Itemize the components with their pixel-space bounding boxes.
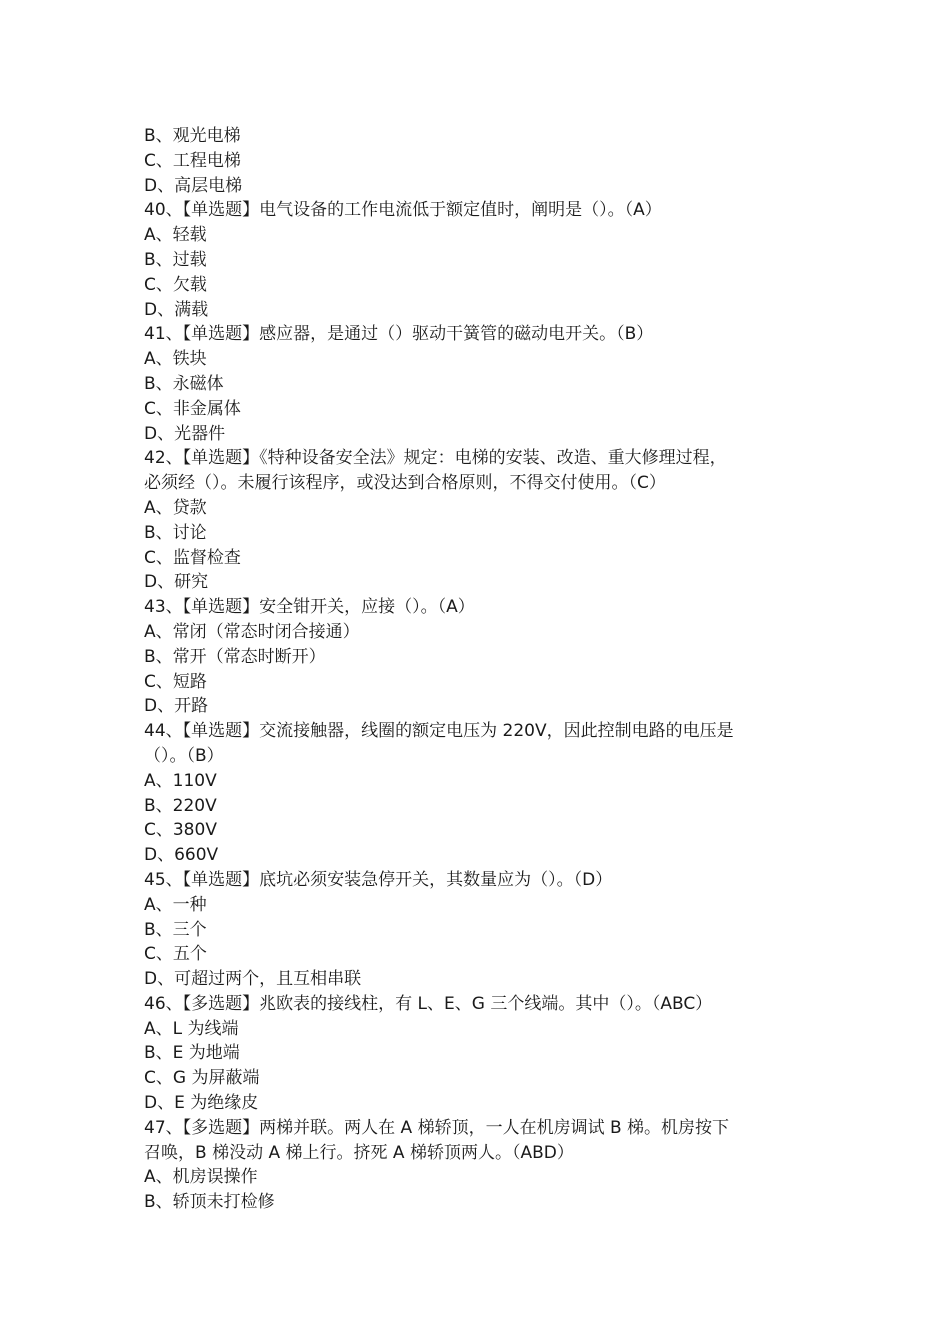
question-line: 47、【多选题】两梯并联。两人在 A 梯轿顶，一人在机房调试 B 梯。机房按下 bbox=[144, 1117, 730, 1138]
text-line: B、三个 bbox=[144, 919, 207, 940]
text-line: B、220V bbox=[144, 795, 217, 816]
text-line: D、研究 bbox=[144, 572, 209, 593]
text-line: D、高层电梯 bbox=[144, 175, 243, 196]
text-line: D、光器件 bbox=[144, 423, 226, 444]
question-line: 41、【单选题】感应器，是通过（）驱动干簧管的磁动电开关。（B） bbox=[144, 324, 654, 345]
question-line-continued: （）。（B） bbox=[144, 745, 224, 766]
text-line: B、永磁体 bbox=[144, 373, 224, 394]
text-line: D、E 为绝缘皮 bbox=[144, 1093, 259, 1114]
text-line: B、观光电梯 bbox=[144, 126, 241, 146]
text-line: C、欠载 bbox=[144, 274, 207, 295]
text-line: D、开路 bbox=[144, 696, 209, 717]
text-line: B、讨论 bbox=[144, 522, 207, 543]
text-line: D、可超过两个，且互相串联 bbox=[144, 969, 362, 990]
text-line: C、380V bbox=[144, 820, 217, 841]
text-line: C、短路 bbox=[144, 671, 207, 692]
text-line: B、过载 bbox=[144, 249, 207, 270]
text-line: A、贷款 bbox=[144, 497, 207, 518]
document-body bbox=[144, 124, 824, 1215]
text-line: B、轿顶未打检修 bbox=[144, 1192, 275, 1213]
text-line: A、一种 bbox=[144, 894, 207, 915]
text-line: C、监督检查 bbox=[144, 547, 241, 568]
text-line: B、E 为地端 bbox=[144, 1043, 240, 1064]
text-line: C、五个 bbox=[144, 944, 207, 965]
text-line: D、满载 bbox=[144, 299, 209, 320]
text-line: A、铁块 bbox=[144, 349, 207, 370]
question-line-continued: 召唤，B 梯没动 A 梯上行。挤死 A 梯轿顶两人。（ABD） bbox=[144, 1142, 574, 1163]
text-line: B、常开（常态时断开） bbox=[144, 646, 326, 667]
question-line: 44、【单选题】交流接触器，线圈的额定电压为 220V，因此控制电路的电压是 bbox=[144, 721, 734, 742]
question-line: 46、【多选题】兆欧表的接线柱，有 L、E、G 三个线端。其中（）。（ABC） bbox=[144, 993, 713, 1014]
text-line: C、工程电梯 bbox=[144, 150, 241, 171]
text-line: A、机房误操作 bbox=[144, 1167, 258, 1188]
text-line: A、L 为线端 bbox=[144, 1018, 239, 1039]
text-line: C、G 为屏蔽端 bbox=[144, 1068, 260, 1089]
question-line: 40、【单选题】电气设备的工作电流低于额定值时，阐明是（）。（A） bbox=[144, 200, 662, 221]
question-line: 45、【单选题】底坑必须安装急停开关，其数量应为（）。（D） bbox=[144, 869, 613, 890]
text-line: C、非金属体 bbox=[144, 398, 241, 419]
text-line: A、常闭（常态时闭合接通） bbox=[144, 621, 360, 642]
text-line: A、轻载 bbox=[144, 225, 207, 246]
question-line: 42、【单选题】《特种设备安全法》规定：电梯的安装、改造、重大修理过程， bbox=[144, 448, 727, 469]
text-line: D、660V bbox=[144, 845, 219, 866]
question-line-continued: 必须经（）。未履行该程序，或没达到合格原则，不得交付使用。（C） bbox=[144, 473, 666, 494]
question-line: 43、【单选题】安全钳开关，应接（）。（A） bbox=[144, 597, 475, 618]
text-line: A、110V bbox=[144, 770, 217, 791]
